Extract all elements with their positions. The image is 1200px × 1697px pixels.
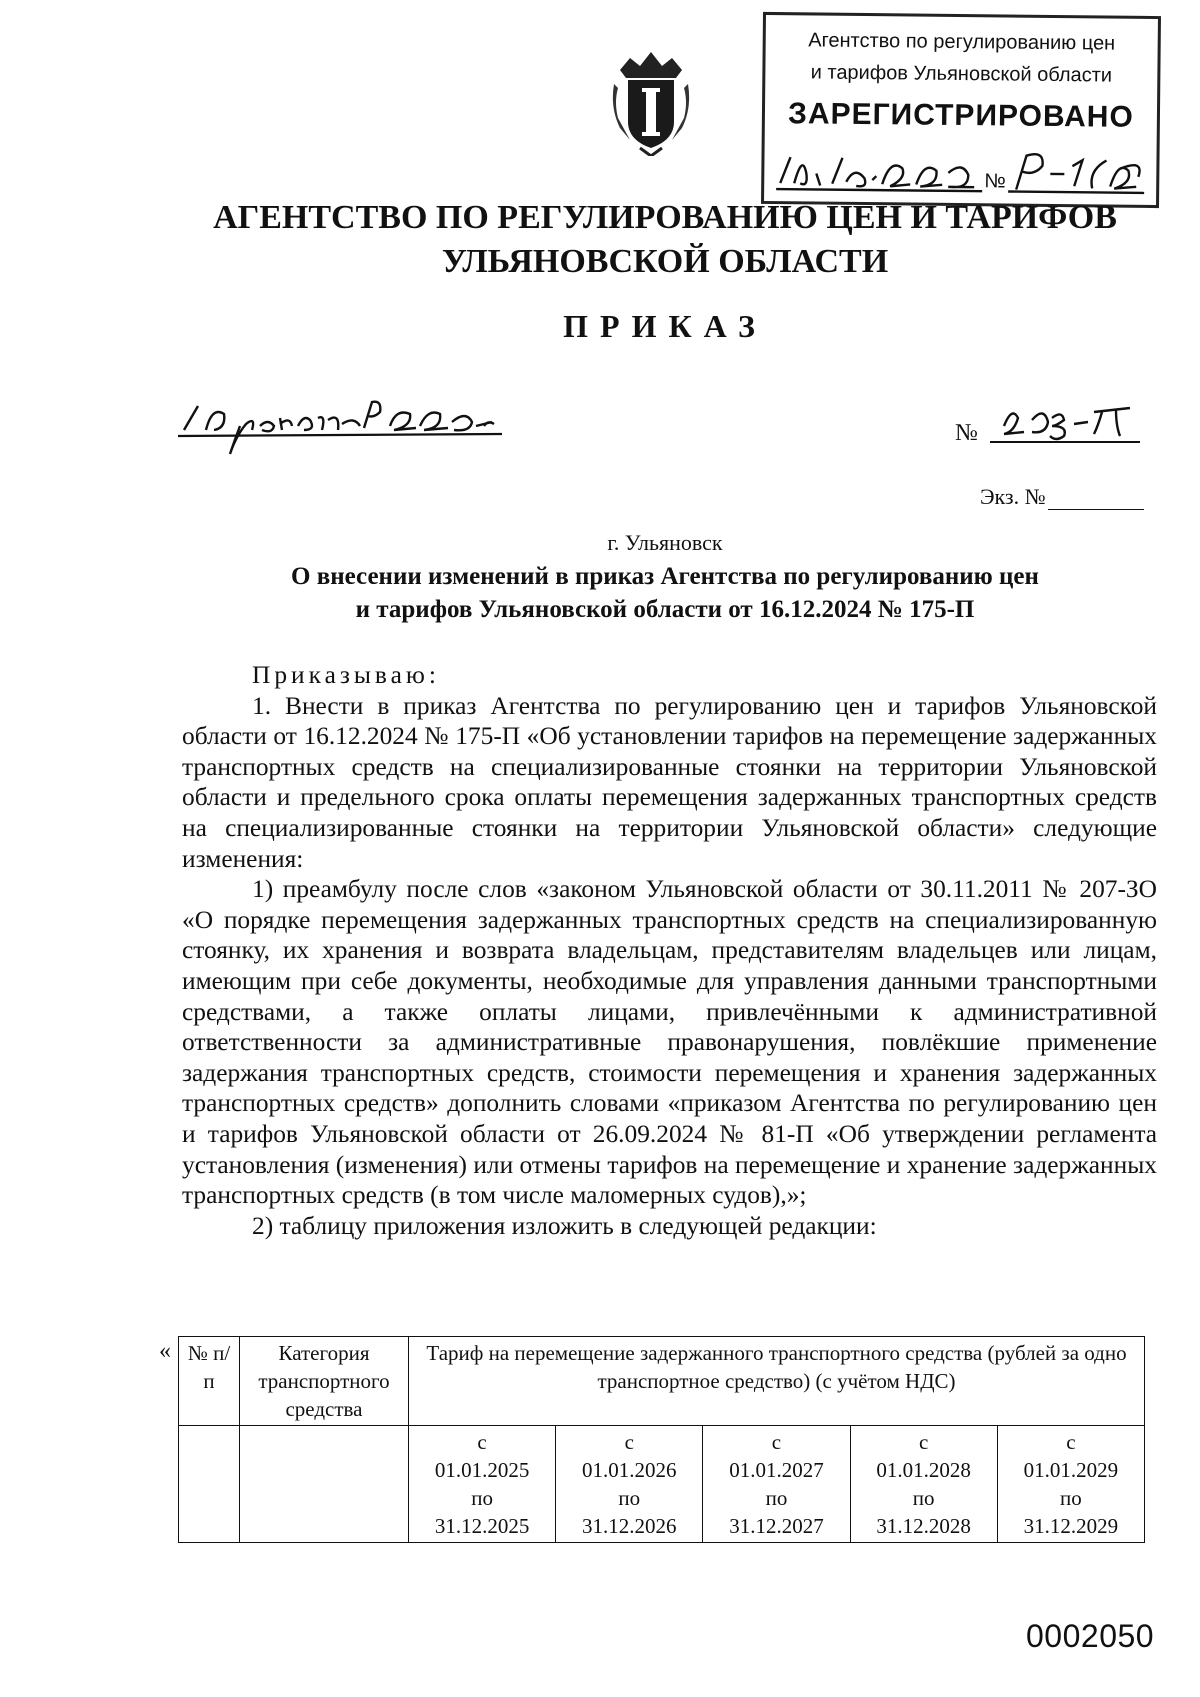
subject-line-1: О внесении изменений в приказ Агентства по регулированию цен [291, 563, 1039, 590]
period-cell: с 01.01.2028 по 31.12.2028 [850, 1426, 997, 1543]
agency-name-line-1: АГЕНТСТВО ПО РЕГУЛИРОВАНИЮ ЦЕН И ТАРИФОВ [213, 199, 1117, 236]
col-header-category: Категория транспортного средства [240, 1337, 409, 1426]
city: г. Ульяновск [607, 530, 723, 555]
table-open-quote: « [159, 1338, 171, 1364]
period-cell: с 01.01.2029 по 31.12.2029 [997, 1426, 1144, 1543]
col-header-number: № п/п [179, 1337, 240, 1426]
order-number-label: № [955, 420, 978, 446]
period-row-category-cell [240, 1426, 409, 1543]
col-header-tariff: Тариф на перемещение задержанного транспортного средства (рублей за одно транспортное средство) (с учётом НДС) [409, 1337, 1145, 1426]
document-serial-number: 0002050 [1026, 1618, 1155, 1654]
document-type-title: ПРИКАЗ [563, 308, 767, 344]
stamp-line-1: Агентство по регулированию цен [808, 29, 1116, 55]
order-subject [160, 560, 1170, 626]
table-period-row [179, 1426, 1145, 1543]
period-cell: с 01.01.2027 по 31.12.2027 [703, 1426, 850, 1543]
order-body [182, 660, 1157, 1241]
order-intro: Приказываю: [252, 661, 440, 689]
order-item-1: 1. Внести в приказ Агентства по регулированию цен и тарифов Ульяновской области от 16.12.2024 № 175-П «Об установлении тарифов на перемещение задержанных транспортных средств на специализированные стоянки на территории Ульяновской области и предельного срока оплаты перемещения задержанных транспортных средств на специализированные стоянки на территории Ульяновской области» следующие изменения: [182, 691, 1157, 873]
stamp-line-2: и тарифов Ульяновской области [810, 61, 1113, 87]
agency-name [160, 196, 1170, 284]
subject-line-2: и тарифов Ульяновской области от 16.12.2024 № 175-П [355, 596, 975, 623]
period-cell: с 01.01.2025 по 31.12.2025 [409, 1426, 556, 1543]
order-subitem-2: 2) таблицу приложения изложить в следующей редакции: [252, 1211, 877, 1240]
handwritten-order-number [990, 396, 1140, 452]
registration-stamp [761, 12, 1161, 208]
copy-number-label: Экз. № [980, 484, 1046, 509]
copy-number-blank [1048, 489, 1144, 510]
agency-name-line-2: УЛЬЯНОВСКОЙ ОБЛАСТИ [441, 243, 889, 280]
period-row-number-cell [179, 1426, 240, 1543]
period-cell: с 01.01.2026 по 31.12.2026 [556, 1426, 703, 1543]
handwritten-order-date [176, 396, 506, 460]
order-subitem-1: 1) преамбулу после слов «законом Ульяновской области от 30.11.2011 № 207-ЗО «О порядке перемещения задержанных транспортных средств на специализированную стоянку, их хранения и возврата владельцам, представителям владельцев или лицам, имеющим при себе документы, необходимые для управления данными транспортными средствами, а также оплаты лицами, привлечёнными к административной ответственности за административные правонарушения, повлёкшие применение задержания транспортных средств, стоимости перемещения и хранения задержанных транспортных средств» дополнить словами «приказом Агентства по регулированию цен и тарифов Ульяновской области от 26.09.2024 № 81-П «Об утверждении регламента установления (изменения) или отмены тарифов на перемещение и хранение задержанных транспортных средств (в том числе маломерных судов),»; [182, 875, 1157, 1210]
stamp-status: ЗАРЕГИСТРИРОВАНО [787, 97, 1134, 134]
stamp-number-prefix: № [984, 170, 1006, 193]
copy-number [980, 484, 1144, 510]
coat-of-arms-emblem [610, 48, 692, 156]
stamp-handwritten-registration [772, 143, 1149, 199]
table-header-row [179, 1337, 1145, 1426]
tariff-table [178, 1336, 1145, 1543]
